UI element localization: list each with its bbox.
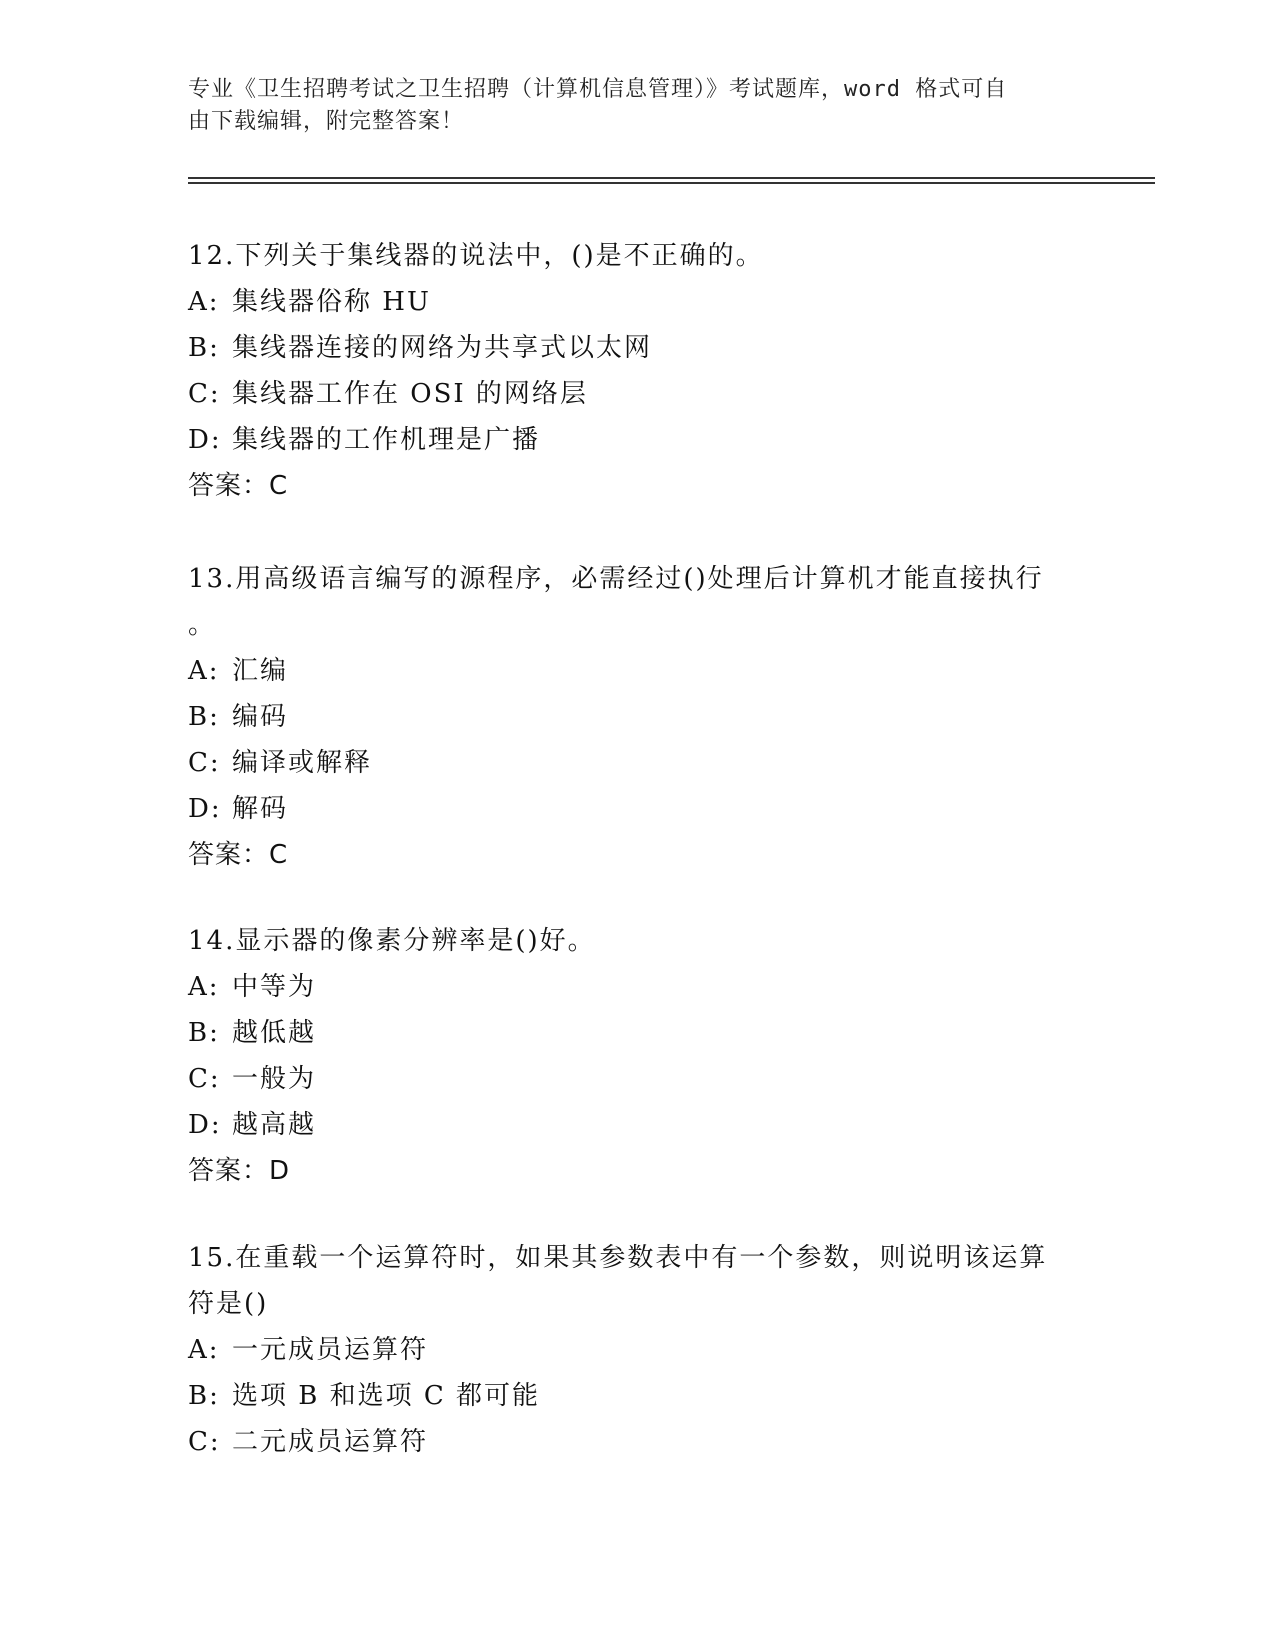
option-a <box>188 648 1088 694</box>
option-text: 解码 <box>232 794 289 824</box>
option-b <box>188 325 1088 371</box>
option-text: 一般为 <box>232 1064 317 1094</box>
option-a <box>188 1327 1088 1373</box>
option-letter: D: <box>188 425 222 455</box>
option-letter: B: <box>188 1381 220 1411</box>
option-text: 二元成员运算符 <box>232 1427 429 1457</box>
option-a <box>188 964 1088 1010</box>
option-letter: A: <box>188 1335 220 1365</box>
answer-line: 答案：C <box>188 471 289 501</box>
question-stem: 13.用高级语言编写的源程序，必需经过()处理后计算机才能直接执行 <box>188 564 1044 594</box>
option-text: 中等为 <box>232 972 317 1002</box>
question-15 <box>188 1235 1088 1465</box>
question-stem-continuation: 符是() <box>188 1289 269 1319</box>
question-12 <box>188 233 1088 509</box>
option-b <box>188 1373 1088 1419</box>
option-letter: C: <box>188 748 221 778</box>
option-a <box>188 279 1088 325</box>
option-text: 选项 B 和选项 C 都可能 <box>232 1381 541 1411</box>
header-line-1: 专业《卫生招聘考试之卫生招聘（计算机信息管理）》考试题库，word 格式可自 <box>188 77 1008 102</box>
question-stem-continuation: 。 <box>188 610 217 640</box>
option-text: 编译或解释 <box>232 748 373 778</box>
option-letter: D: <box>188 794 222 824</box>
option-letter: A: <box>188 287 220 317</box>
option-d <box>188 786 1088 832</box>
option-d <box>188 1102 1088 1148</box>
option-c <box>188 371 1088 417</box>
option-text: 集线器俗称 HU <box>232 287 431 317</box>
answer-line: 答案：D <box>188 1156 291 1186</box>
option-letter: D: <box>188 1110 222 1140</box>
option-text: 集线器的工作机理是广播 <box>232 425 541 455</box>
option-text: 汇编 <box>232 656 289 686</box>
question-stem: 12.下列关于集线器的说法中，()是不正确的。 <box>188 241 764 271</box>
option-letter: B: <box>188 702 220 732</box>
option-text: 编码 <box>232 702 289 732</box>
question-stem: 15.在重载一个运算符时，如果其参数表中有一个参数，则说明该运算 <box>188 1243 1048 1273</box>
option-letter: C: <box>188 1427 221 1457</box>
document-header <box>188 74 1088 138</box>
option-letter: B: <box>188 1018 220 1048</box>
option-text: 越低越 <box>232 1018 317 1048</box>
option-text: 集线器连接的网络为共享式以太网 <box>232 333 653 363</box>
option-letter: B: <box>188 333 220 363</box>
option-text: 集线器工作在 OSI 的网络层 <box>232 379 588 409</box>
option-d <box>188 417 1088 463</box>
option-letter: C: <box>188 1064 221 1094</box>
option-c <box>188 1056 1088 1102</box>
option-text: 一元成员运算符 <box>232 1335 429 1365</box>
option-c <box>188 1419 1088 1465</box>
option-b <box>188 1010 1088 1056</box>
question-13 <box>188 556 1088 878</box>
option-letter: A: <box>188 656 220 686</box>
option-letter: A: <box>188 972 220 1002</box>
question-stem: 14.显示器的像素分辨率是()好。 <box>188 926 596 956</box>
header-divider-top <box>188 177 1155 179</box>
option-letter: C: <box>188 379 221 409</box>
answer-line: 答案：C <box>188 840 289 870</box>
option-c <box>188 740 1088 786</box>
header-divider-bottom <box>188 182 1155 184</box>
header-line-2: 由下载编辑，附完整答案！ <box>188 109 465 134</box>
option-b <box>188 694 1088 740</box>
question-14 <box>188 918 1088 1194</box>
option-text: 越高越 <box>232 1110 317 1140</box>
